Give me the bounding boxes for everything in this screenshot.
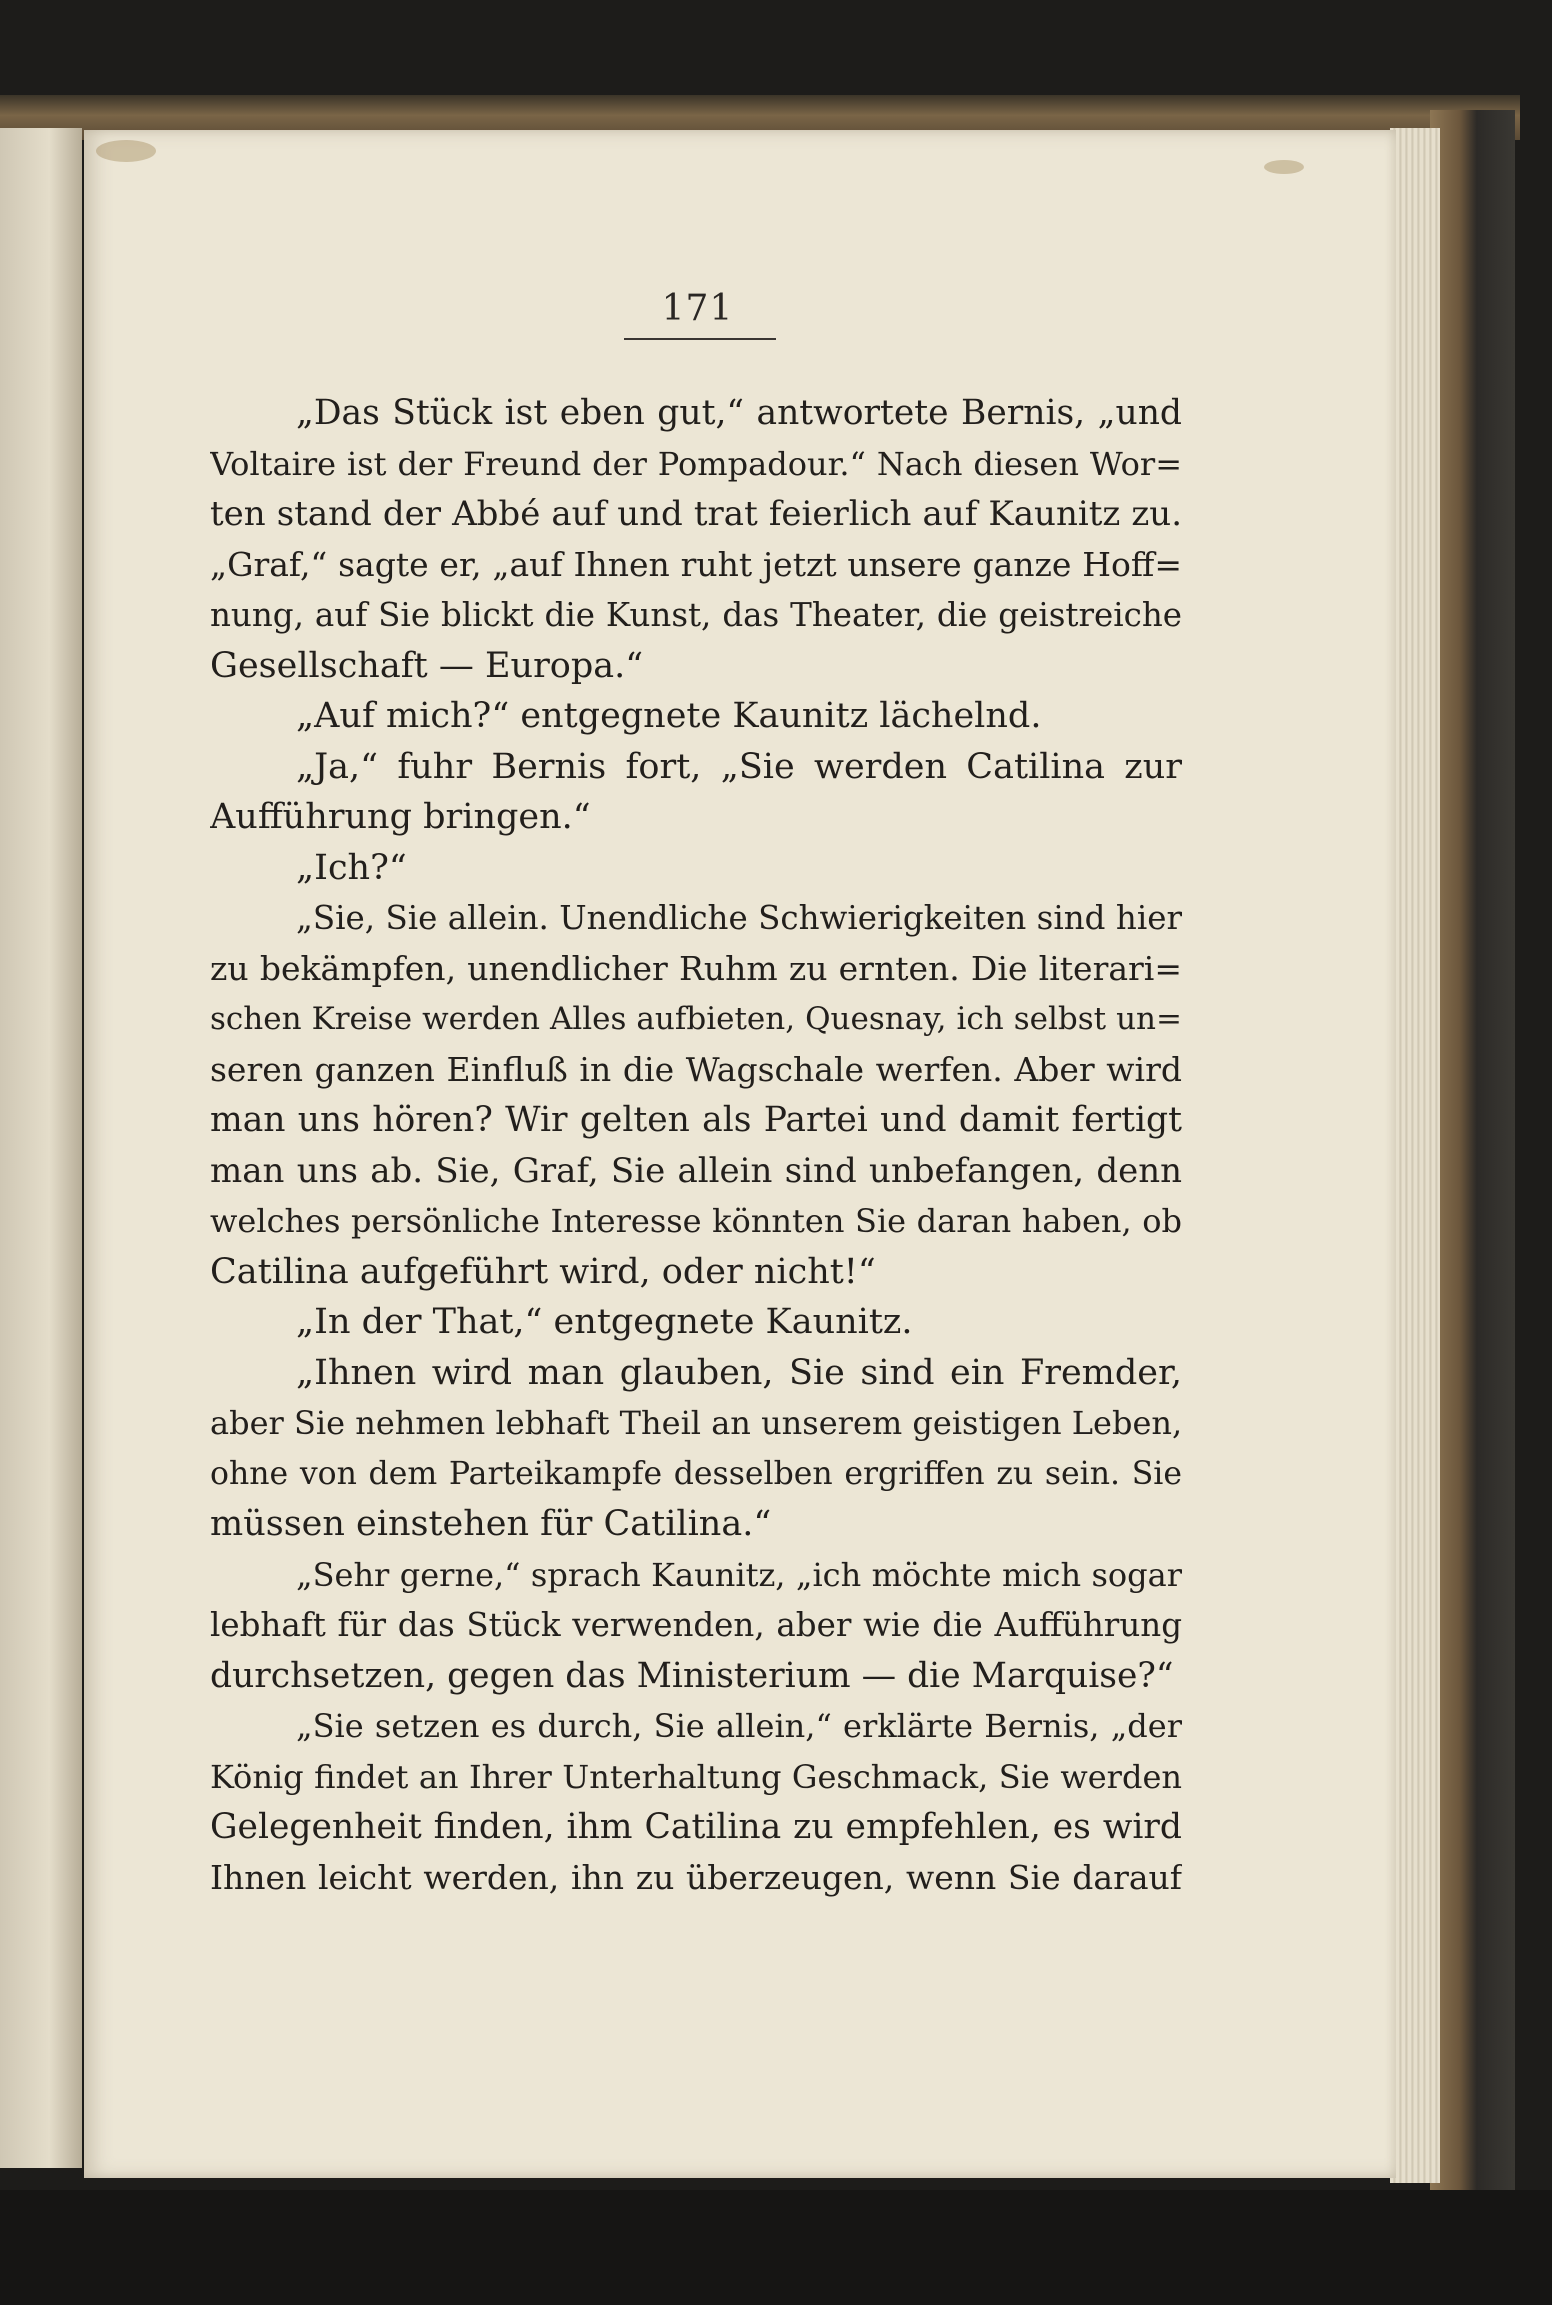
text-line: „Sehr gerne,“ sprach Kaunitz, „ich möchte mich sogar [296, 1555, 1182, 1594]
text-line: Gesellschaft — Europa.“ [210, 645, 644, 686]
text-line: „In der That,“ entgegnete Kaunitz. [296, 1302, 913, 1342]
text-line: „Das Stück ist eben gut,“ antwortete Bernis, „und [296, 393, 1182, 433]
text-line: „Ja,“ fuhr Bernis fort, „Sie werden Catilina zur [296, 746, 1182, 787]
book-spine-cover [1430, 110, 1515, 2190]
text-line: ohne von dem Parteikampfe desselben ergriffen zu sein. Sie [210, 1455, 1182, 1492]
text-line: „Sie setzen es durch, Sie allein,“ erklärte Bernis, „der [296, 1707, 1182, 1745]
text-line: „Ich?“ [296, 847, 407, 888]
text-line: nung, auf Sie blickt die Kunst, das Theater, die geistreiche [210, 596, 1182, 634]
paper-stain [1264, 160, 1304, 174]
left-page-edge [0, 128, 82, 2168]
text-line: durchsetzen, gegen das Ministerium — die Marquise?“ [210, 1655, 1174, 1696]
page-text [210, 388, 1182, 1903]
text-line: „Graf,“ sagte er, „auf Ihnen ruht jetzt unsere ganze Hoff= [210, 544, 1182, 584]
text-line: „Sie, Sie allein. Unendliche Schwierigkeiten sind hier [296, 899, 1182, 937]
text-line: „Auf mich?“ entgegnete Kaunitz lächelnd. [296, 696, 1042, 736]
text-line: schen Kreise werden Alles aufbieten, Quesnay, ich selbst un= [210, 1001, 1182, 1037]
text-line: zu bekämpfen, unendlicher Ruhm zu ernten. Die literari= [210, 948, 1182, 988]
page-stack-edges [1390, 128, 1440, 2183]
page-number-rule [624, 338, 776, 340]
text-line: „Ihnen wird man glauben, Sie sind ein Fremder, [296, 1352, 1182, 1393]
text-line: ten stand der Abbé auf und trat feierlich auf Kaunitz zu. [210, 494, 1182, 534]
text-line: Catilina aufgeführt wird, oder nicht!“ [210, 1251, 876, 1292]
text-line: man uns ab. Sie, Graf, Sie allein sind unbefangen, denn [210, 1150, 1182, 1191]
text-line: müssen einstehen für Catilina.“ [210, 1504, 772, 1544]
paper-stain [96, 140, 156, 162]
text-line: Gelegenheit finden, ihm Catilina zu empfehlen, es wird [210, 1807, 1182, 1847]
page-number: 171 [661, 288, 734, 329]
text-line: lebhaft für das Stück verwenden, aber wie die Aufführung [210, 1606, 1182, 1644]
text-line: König findet an Ihrer Unterhaltung Geschmack, Sie werden [210, 1757, 1182, 1796]
text-line: Voltaire ist der Freund der Pompadour.“ Nach diesen Wor= [210, 444, 1182, 483]
text-line: Ihnen leicht werden, ihn zu überzeugen, wenn Sie darauf [210, 1857, 1182, 1897]
text-line: Aufführung bringen.“ [210, 797, 591, 837]
text-line: man uns hören? Wir gelten als Partei und damit fertigt [210, 1100, 1182, 1140]
text-line: aber Sie nehmen lebhaft Theil an unserem geistigen Leben, [210, 1404, 1182, 1442]
text-line: seren ganzen Einfluß in die Wagschale werfen. Aber wird [210, 1049, 1182, 1089]
scan-background [0, 2190, 1552, 2305]
text-line: welches persönliche Interesse könnten Sie daran haben, ob [210, 1202, 1182, 1240]
